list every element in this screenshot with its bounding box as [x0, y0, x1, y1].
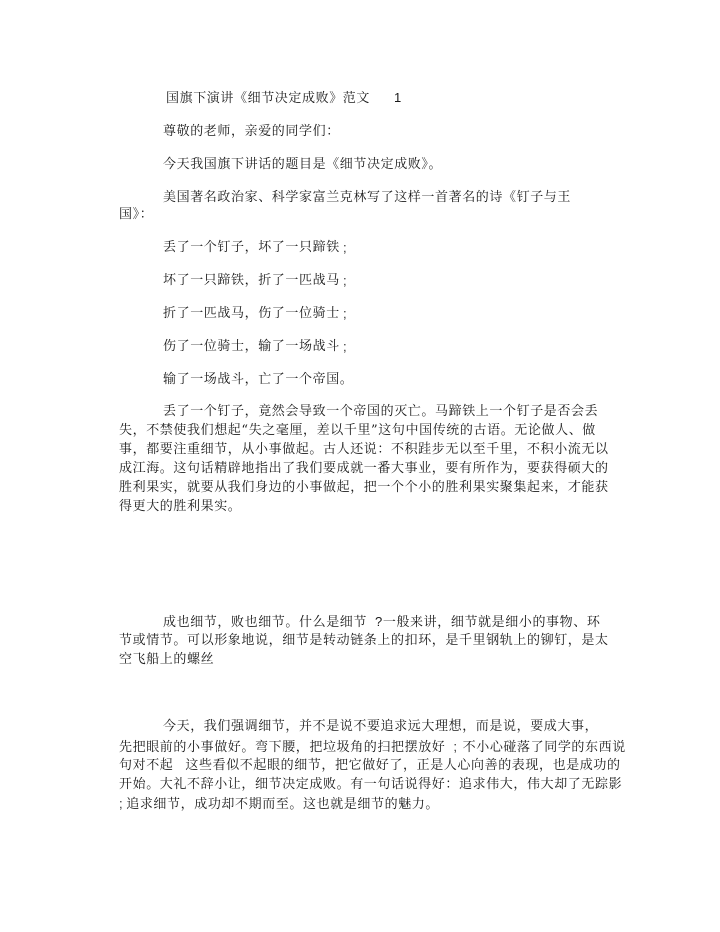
poem-intro-line-2: 国》：: [119, 207, 154, 222]
poem-line: [163, 370, 353, 389]
poem-line-end: ;: [343, 339, 348, 354]
poem-line-text: 坏了一只蹄铁，折了一匹战马: [163, 273, 340, 288]
poem-line-end: ;: [343, 273, 348, 288]
page-title: [166, 88, 402, 108]
paragraph-1-line: 得更大的胜利果实。: [119, 499, 242, 514]
paragraph-3-line: 今天，我们强调细节，并不是说不要追求远大理想，而是说，要成大事，: [163, 719, 599, 734]
paragraph-3-line: [119, 794, 439, 814]
paragraph-2-line: 空飞船上的螺丝: [119, 652, 215, 667]
paragraph-3-text: 不小心碰落了同学的东西说: [462, 740, 626, 755]
poem-line: [163, 337, 348, 356]
semicolon: ;: [119, 796, 124, 811]
paragraph-1-line: 丢了一个钉子，竟然会导致一个帝国的灭亡。马蹄铁上一个钉子是否会丢: [163, 404, 599, 419]
paragraph-3-text: 句对不起: [119, 758, 174, 773]
poem-line-text: 伤了一位骑士，输了一场战斗: [163, 339, 340, 354]
paragraph-3-text: 这些看似不起眼的细节，把它做好了，正是人心向善的表现，也是成功的: [185, 758, 621, 773]
poem-line-text: 输了一场战斗，亡了一个帝国。: [163, 372, 354, 387]
question-mark: ?: [375, 614, 383, 629]
paragraph-3-text: 先把眼前的小事做好。弯下腰，把垃圾角的扫把摆放好: [119, 740, 446, 755]
semicolon: ;: [453, 739, 458, 754]
poem-line-text: 折了一匹战马，伤了一位骑士: [163, 306, 340, 321]
paragraph-3-line: [119, 756, 621, 775]
paragraph-2-text: 一般来讲，细节就是细小的事物、环: [382, 615, 601, 630]
paragraph-2-text: 成也细节，败也细节。什么是细节: [163, 615, 368, 630]
poem-line: [163, 271, 348, 290]
salutation: 尊敬的老师，亲爱的同学们：: [163, 124, 340, 139]
intro-paragraph: 今天我国旗下讲话的题目是《细节决定成败》。: [163, 157, 443, 172]
paragraph-3-line: 开始。大礼不辞小让，细节决定成败。有一句话说得好：追求伟大，伟大却了无踪影: [119, 777, 623, 792]
poem-line: [163, 238, 348, 257]
title-text: 国旗下演讲《细节决定成败》范文: [166, 91, 371, 106]
paragraph-1-line: 失，不禁使我们想起“失之毫厘，差以千里”这句中国传统的古语。无论做人、做: [119, 423, 596, 438]
paragraph-1-line: 成江海。这句话精辟地指出了我们要成就一番大事业，要有所作为，要获得硕大的: [119, 461, 609, 476]
poem-line: [163, 304, 348, 323]
paragraph-3-text: 追求细节，成功却不期而至。这也就是细节的魅力。: [126, 797, 440, 812]
poem-line-end: ;: [343, 306, 348, 321]
paragraph-3-line: [119, 737, 626, 757]
poem-line-end: ;: [343, 240, 348, 255]
poem-line-text: 丢了一个钉子，坏了一只蹄铁: [163, 240, 340, 255]
paragraph-1-line: 胜利果实，就要从我们身边的小事做起，把一个个小的胜利果实聚集起来，才能获: [119, 480, 609, 495]
poem-intro-line-1: 美国著名政治家、科学家富兰克林写了这样一首著名的诗《钉子与王: [163, 190, 572, 205]
title-number: 1: [394, 90, 402, 105]
paragraph-2-line: 节或情节。可以形象地说，细节是转动链条上的扣环，是千里钢轨上的铆钉，是太: [119, 633, 609, 648]
paragraph-2-line: [163, 612, 600, 632]
paragraph-1-line: 事，都要注重细节，从小事做起。古人还说：不积跬步无以至千里，不积小流无以: [119, 442, 609, 457]
